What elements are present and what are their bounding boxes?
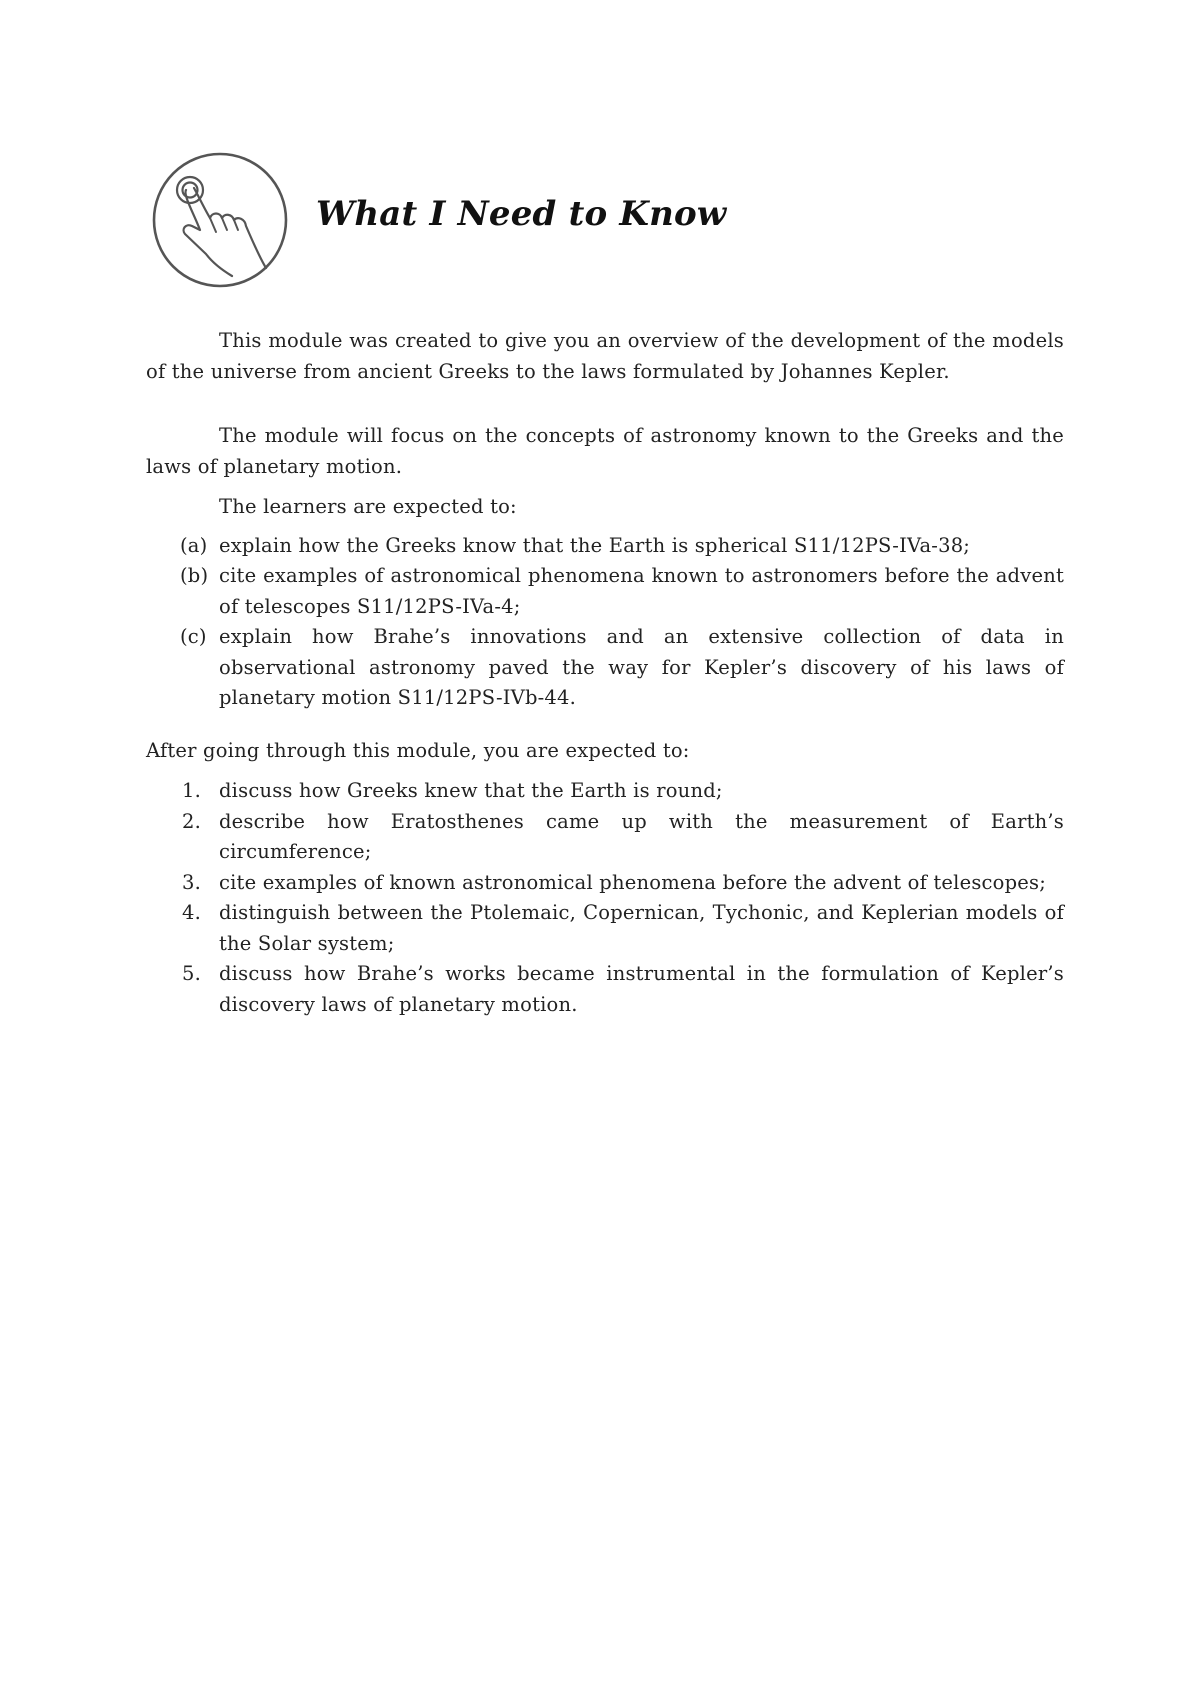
list-item-text: discuss how Greeks knew that the Earth is round; [219, 779, 723, 802]
objectives-list [146, 776, 1064, 1020]
intro-paragraph-1: This module was created to give you an overview of the development of the models of the universe from ancient Greeks to the laws formulated by Johannes Kepler. [146, 329, 1064, 383]
list-item [146, 531, 1064, 562]
objectives-lead: After going through this module, you are expected to: [146, 738, 690, 762]
learners-lead: The learners are expected to: [219, 495, 517, 518]
list-marker: 5. [182, 962, 202, 985]
list-marker: 2. [182, 809, 202, 833]
list-item-text: describe how Eratosthenes came up with the measurement of Earth’s circumference; [219, 809, 1064, 863]
module-content [146, 326, 1064, 1020]
list-item-text: explain how Brahe’s innovations and an extensive collection of data in observational astronomy paved the way for Kepler’s discovery of his laws of planetary motion S11/12PS-IVb-44. [219, 625, 1064, 709]
competency-list [146, 531, 1064, 714]
list-item-text: cite examples of known astronomical phenomena before the advent of telescopes; [219, 870, 1047, 894]
list-marker: (b) [180, 564, 209, 587]
list-marker: (a) [180, 533, 208, 557]
section-title: What I Need to Know [316, 194, 727, 234]
list-item-text: distinguish between the Ptolemaic, Copernican, Tychonic, and Keplerian models of the Solar system; [219, 901, 1064, 955]
list-item [146, 622, 1064, 714]
list-marker: 4. [182, 901, 202, 924]
list-item [146, 807, 1064, 868]
touch-hand-icon [150, 150, 290, 290]
list-item [146, 959, 1064, 1020]
list-item-text: discuss how Brahe’s works became instrumental in the formulation of Kepler’s discovery laws of planetary motion. [219, 962, 1064, 1016]
list-item [146, 561, 1064, 622]
list-item [146, 776, 1064, 807]
list-item-text: explain how the Greeks know that the Earth is spherical S11/12PS-IVa-38; [219, 533, 971, 557]
list-marker: (c) [180, 625, 207, 648]
intro-paragraph-2: The module will focus on the concepts of astronomy known to the Greeks and the laws of planetary motion. [146, 424, 1064, 478]
list-marker: 1. [182, 779, 202, 802]
list-item [146, 898, 1064, 959]
list-item [146, 868, 1064, 899]
list-marker: 3. [182, 870, 202, 894]
list-item-text: cite examples of astronomical phenomena known to astronomers before the advent of telescopes S11/12PS-IVa-4; [219, 564, 1064, 618]
